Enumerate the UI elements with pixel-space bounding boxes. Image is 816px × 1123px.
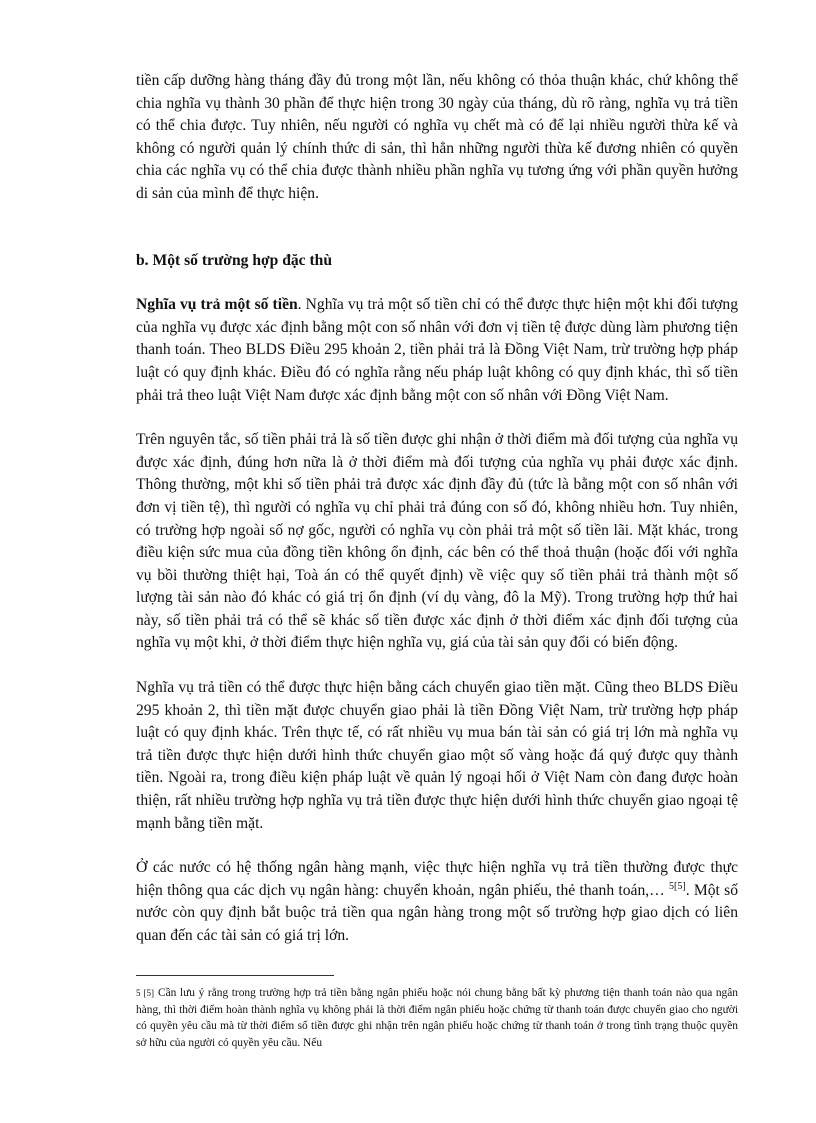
footnote-reference[interactable]: 5[5] [669,880,686,892]
paragraph-lead-term: Nghĩa vụ trả một số tiền [136,296,298,314]
footnote [136,985,738,1051]
paragraph-nghia-vu-tra-tien [136,294,738,407]
paragraph-body-text: . Một số nước còn quy định bắt buộc trả tiền qua ngân hàng trong một số trường hợp giao dịch có liên quan đến các tài sản có giá trị lớn. [136,881,739,944]
footnote-mark: 5 [5] [136,988,155,998]
paragraph-tien-mat: Nghĩa vụ trả tiền có thể được thực hiện bằng cách chuyển giao tiền mặt. Cũng theo BLDS Điều 295 khoản 2, thì tiền mặt được chuyển giao phải là tiền Đồng Việt Nam, trừ trường hợp pháp luật có quy định khác. Trên thực tế, có rất nhiều vụ mua bán tài sản có giá trị lớn mà nghĩa vụ trả tiền được thực hiện dưới hình thức chuyển giao một số vàng hoặc đá quý được quy thành tiền. Ngoài ra, trong điều kiện pháp luật về quản lý ngoại hối ở Việt Nam còn đang được hoàn thiện, rất nhiều trường hợp nghĩa vụ trả tiền được thực hiện dưới hình thức chuyển giao ngoại tệ mạnh bằng tiền mặt. [136,679,738,832]
footnote-text: Cần lưu ý rằng trong trường hợp trả tiền bằng ngân phiếu hoặc nói chung bằng bất kỳ phương tiện thanh toán nào qua ngân hàng, thì thời điểm hoàn thành nghĩa vụ không phải là thời điểm ngân phiếu hoặc chứng từ thanh toán được chuyển giao cho người có quyền yêu cầu mà từ thời điểm số tiền được ghi nhận trên ngân phiếu hoặc chứng từ thanh toán ở trong tình trạng thuộc quyền sở hữu của người có quyền yêu cầu. Nếu [136,987,739,1049]
paragraph-body-text: Ở các nước có hệ thống ngân hàng mạnh, việc thực hiện nghĩa vụ trả tiền thường được thực hiện thông qua các dịch vụ ngân hàng: chuyển khoản, ngân phiếu, thẻ thanh toán,… [136,859,738,899]
paragraph-nguyen-tac: Trên nguyên tắc, số tiền phải trả là số tiền được ghi nhận ở thời điểm mà đối tượng của nghĩa vụ được xác định, đúng hơn nữa là ở thời điểm mà đối tượng của nghĩa vụ phải được xác định. Thông thường, một khi số tiền phải trả được xác định đầy đủ (tức là bằng một con số nhân với đơn vị tiền tệ), thì người có nghĩa vụ chỉ phải trả đúng con số đó, không nhiều hơn. Tuy nhiên, có trường hợp ngoài số nợ gốc, người có nghĩa vụ còn phải trả một số tiền lãi. Mặt khác, trong điều kiện sức mua của đồng tiền không ổn định, các bên có thể thoả thuận (hoặc đối với nghĩa vụ bồi thường thiệt hại, Toà án có thể quyết định) về việc quy số tiền phải trả thành một số lượng tài sản nào đó khác có giá trị ổn định (ví dụ vàng, đô la Mỹ). Trong trường hợp thứ hai này, số tiền phải trả có thể sẽ khác số tiền được xác định ở thời điểm xác định đối tượng của nghĩa vụ một khi, ở thời điểm thực hiện nghĩa vụ, giá của tài sản quy đổi có biến động. [136,431,738,652]
paragraph-body-text: . Nghĩa vụ trả một số tiền chỉ có thể được thực hiện một khi đối tượng của nghĩa vụ được xác định bằng một con số nhân với đơn vị tiền tệ được dùng làm phương tiện thanh toán. Theo BLDS Điều 295 khoản 2, tiền phải trả là Đồng Việt Nam, trừ trường hợp pháp luật có quy định khác. Điều đó có nghĩa rằng nếu pháp luật không có quy định khác, thì số tiền phải trả theo luật Việt Nam được xác định bằng một con số nhân với Đồng Việt Nam. [136,296,739,404]
paragraph-cap-duong: tiền cấp dưỡng hàng tháng đầy đủ trong một lần, nếu không có thỏa thuận khác, chứ không thể chia nghĩa vụ thành 30 phần để thực hiện trong 30 ngày của tháng, dù rõ ràng, nghĩa vụ trả tiền có thể chia được. Tuy nhiên, nếu người có nghĩa vụ chết mà có để lại nhiều người thừa kế và không có người quản lý chính thức di sản, thì hẳn những người thừa kế đương nhiên có quyền chia các nghĩa vụ có thể chia được thành nhiều phần nghĩa vụ tương ứng với phần quyền hưởng di sản của mình để thực hiện. [136,72,738,202]
document-body [136,70,738,948]
paragraph-ngan-hang [136,857,738,947]
footnote-separator [136,975,334,976]
section-heading: b. Một số trường hợp đặc thù [136,251,333,269]
